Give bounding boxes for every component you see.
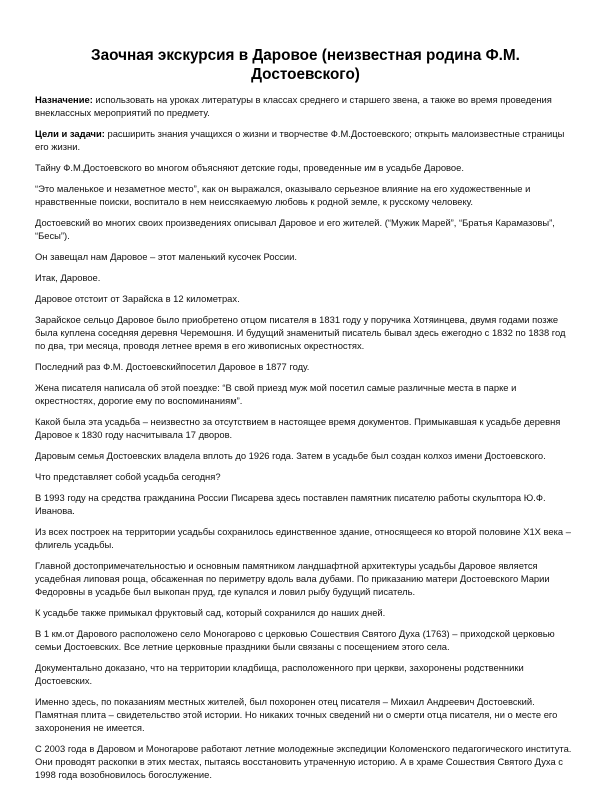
purpose-label: Назначение: bbox=[35, 94, 93, 105]
document-title: Заочная экскурсия в Даровое (неизвестная родина Ф.М. Достоевского) bbox=[91, 47, 520, 83]
purpose-paragraph bbox=[35, 93, 576, 119]
goals-label: Цели и задачи: bbox=[35, 128, 105, 139]
paragraph-ownership: Даровым семья Достоевских владела вплоть до 1926 года. Затем в усадьбе был создан колхоз имени Достоевского. bbox=[35, 450, 546, 461]
paragraph-wing-building: Из всех построек на территории усадьбы сохранилось единственное здание, относящееся ко второй половине Х1Х века – флигель усадьбы. bbox=[35, 526, 571, 550]
paragraph-wife-quote: Жена писателя написала об этой поездке: “В свой приезд муж мой посетил самые различные места в парке и окрестностях, дорогие ему по воспоминаниям”. bbox=[35, 382, 517, 406]
paragraph-today-question: Что представляет собой усадьба сегодня? bbox=[35, 471, 221, 482]
paragraph-small-place: “Это маленькое и незаметное место”, как он выражался, оказывало серьезное влияние на его художественные и нравственные поиски, воспитало в нем неиссякаемую любовь к родной земле, к русскому человеку. bbox=[35, 183, 531, 207]
paragraph-estate-unknown: Какой была эта усадьба – неизвестно за отсутствием в настоящее время документов. Примыкавшая к усадьбе деревня Даровое к 1830 году насчитывала 17 дворов. bbox=[35, 416, 561, 440]
paragraph-cemetery: Документально доказано, что на территории кладбища, расположенного при церкви, захоронены родственники Достоевских. bbox=[35, 662, 524, 686]
paragraph-monogarovo: В 1 км.от Дарового расположено село Моногарово с церковью Сошествия Святого Духа (1763) – приходской церковью семьи Достоевских. Все летние церковные праздники были связаны с посещением этого села. bbox=[35, 628, 555, 652]
paragraph-orchard: К усадьбе также примыкал фруктовый сад, который сохранился до наших дней. bbox=[35, 607, 386, 618]
paragraph-distance: Даровое отстоит от Зарайска в 12 километрах. bbox=[35, 293, 240, 304]
purpose-text: использовать на уроках литературы в классах среднего и старшего звена, а также во время проведения внеклассных мероприятий по предмету. bbox=[35, 94, 552, 118]
paragraph-monument: В 1993 году на средства гражданина России Писарева здесь поставлен памятник писателю работы скульптора Ю.Ф. Иванова. bbox=[35, 492, 546, 516]
paragraph-bequest: Он завещал нам Даровое – этот маленький кусочек России. bbox=[35, 251, 297, 262]
paragraph-expeditions: С 2003 года в Даровом и Моногарове работают летние молодежные экспедиции Коломенского педагогического института. Они проводят раскопки в этих местах, пытаясь восстановить утраченную историю. А в храме Сошествия Святого Духа с 1998 года возобновилось богослужение. bbox=[35, 743, 572, 780]
paragraph-father-burial: Именно здесь, по показаниям местных жителей, был похоронен отец писателя – Михаил Андреевич Достоевский. Памятная плита – свидетельство этой истории. Но никаких точных сведений ни о смерти отца писателя, ни о месте его захоронения не имеется. bbox=[35, 696, 558, 733]
paragraph-linden-grove: Главной достопримечательностью и основным памятником ландшафтной архитектуры усадьбы Даровое является усадебная липовая роща, обсаженная по периметру вдоль вала дубами. По приказанию матери Достоевского Марии Федоровны в усадьбе был выкопан пруд, где купался и ловил рыбу будущий писатель. bbox=[35, 560, 550, 597]
goals-text: расширить знания учащихся о жизни и творчестве Ф.М.Достоевского; открыть малоизвестные страницы его жизни. bbox=[35, 128, 565, 152]
paragraph-acquisition: Зарайское сельцо Даровое было приобретено отцом писателя в 1831 году у поручика Хотяинцева, двумя годами позже была куплена соседняя деревня Черемошня. И будущий знаменитый писатель бывал здесь ежегодно с 1832 по 1838 год по два, три месяца, проводя летнее время в его живописных окрестностях. bbox=[35, 314, 566, 351]
paragraph-childhood: Тайну Ф.М.Достоевского во многом объясняют детские годы, проведенные им в усадьбе Даровое. bbox=[35, 162, 464, 173]
paragraph-works: Достоевский во многих своих произведениях описывал Даровое и его жителей. (“Мужик Марей”, “Братья Карамазовы”, “Бесы”). bbox=[35, 217, 555, 241]
paragraph-so-darovoe: Итак, Даровое. bbox=[35, 272, 101, 283]
paragraph-last-visit: Последний раз Ф.М. Достоевскийпосетил Даровое в 1877 году. bbox=[35, 361, 310, 372]
goals-paragraph bbox=[35, 127, 576, 153]
